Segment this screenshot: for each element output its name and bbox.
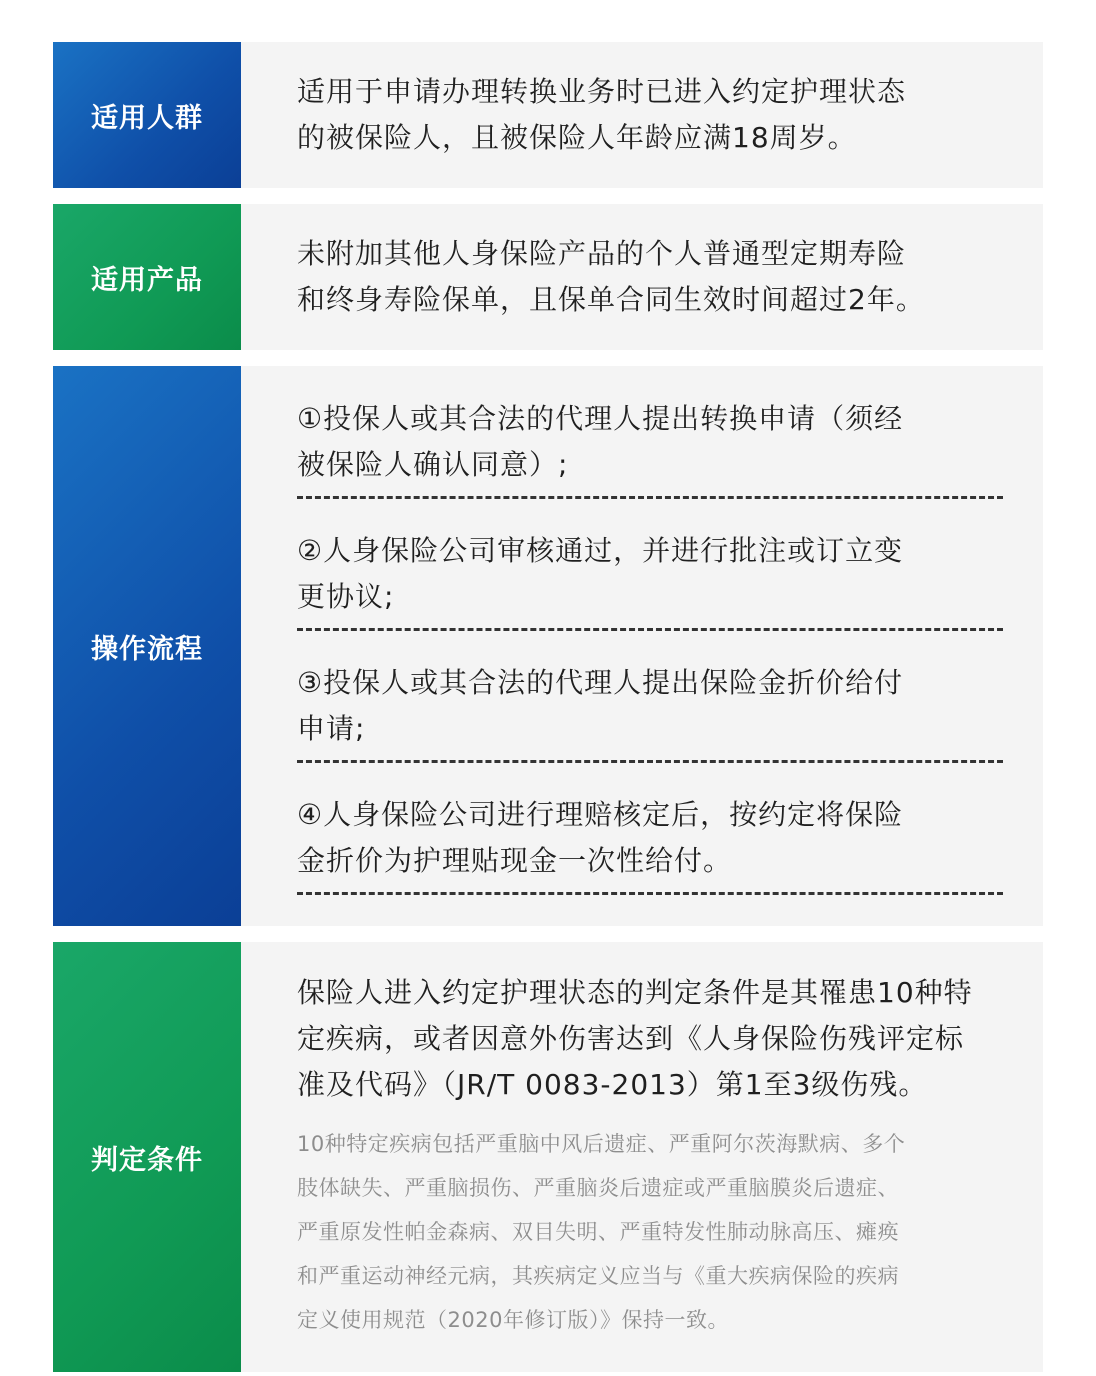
step-divider [297,628,1003,631]
content-process [241,366,1043,926]
row-applicable-products [53,204,1043,350]
step-line: 金折价为护理贴现金一次性给付。 [297,844,733,877]
note-line: 定义使用规范（2020年修订版）》保持一致。 [297,1308,729,1332]
text-line: 的被保险人，且被保险人年龄应满18周岁。 [297,121,857,154]
row-criteria [53,942,1043,1372]
text-line: 适用于申请办理转换业务时已进入约定护理状态 [297,75,907,108]
label-applicable-products: 适用产品 [53,204,241,350]
note-line: 10种特定疾病包括严重脑中风后遗症、严重阿尔茨海默病、多个 [297,1132,906,1156]
content-applicable-products [241,204,1043,350]
content-criteria [241,942,1043,1372]
step-line: 申请; [297,712,366,745]
step-line: ②人身保险公司审核通过，并进行批注或订立变 [297,534,904,567]
label-applicable-people: 适用人群 [53,42,241,188]
step-divider [297,760,1003,763]
note-line: 和严重运动神经元病，其疾病定义应当与《重大疾病保险的疾病 [297,1264,899,1288]
text-line: 定疾病，或者因意外伤害达到《人身保险伤残评定标 [297,1022,965,1055]
process-step-1 [297,396,1003,528]
process-step-4 [297,792,1003,924]
step-line: 更协议; [297,580,395,613]
text-line: 准及代码》（JR/T 0083-2013）第1至3级伤残。 [297,1068,928,1101]
note-line: 肢体缺失、严重脑损伤、严重脑炎后遗症或严重脑膜炎后遗症、 [297,1176,899,1200]
step-line: ④人身保险公司进行理赔核定后，按约定将保险 [297,798,904,831]
step-line: ①投保人或其合法的代理人提出转换申请（须经 [297,402,904,435]
text-line: 保险人进入约定护理状态的判定条件是其罹患10种特 [297,976,973,1009]
row-applicable-people [53,42,1043,188]
process-step-2 [297,528,1003,660]
label-criteria: 判定条件 [53,942,241,1372]
process-step-3 [297,660,1003,792]
text-line: 未附加其他人身保险产品的个人普通型定期寿险 [297,237,907,270]
note-line: 严重原发性帕金森病、双目失明、严重特发性肺动脉高压、瘫痪 [297,1220,899,1244]
content-applicable-people [241,42,1043,188]
step-line: ③投保人或其合法的代理人提出保险金折价给付 [297,666,904,699]
text-line: 和终身寿险保单，且保单合同生效时间超过2年。 [297,283,925,316]
label-process: 操作流程 [53,366,241,926]
step-divider [297,496,1003,499]
step-divider [297,892,1003,895]
step-line: 被保险人确认同意）; [297,448,569,481]
row-process [53,366,1043,926]
